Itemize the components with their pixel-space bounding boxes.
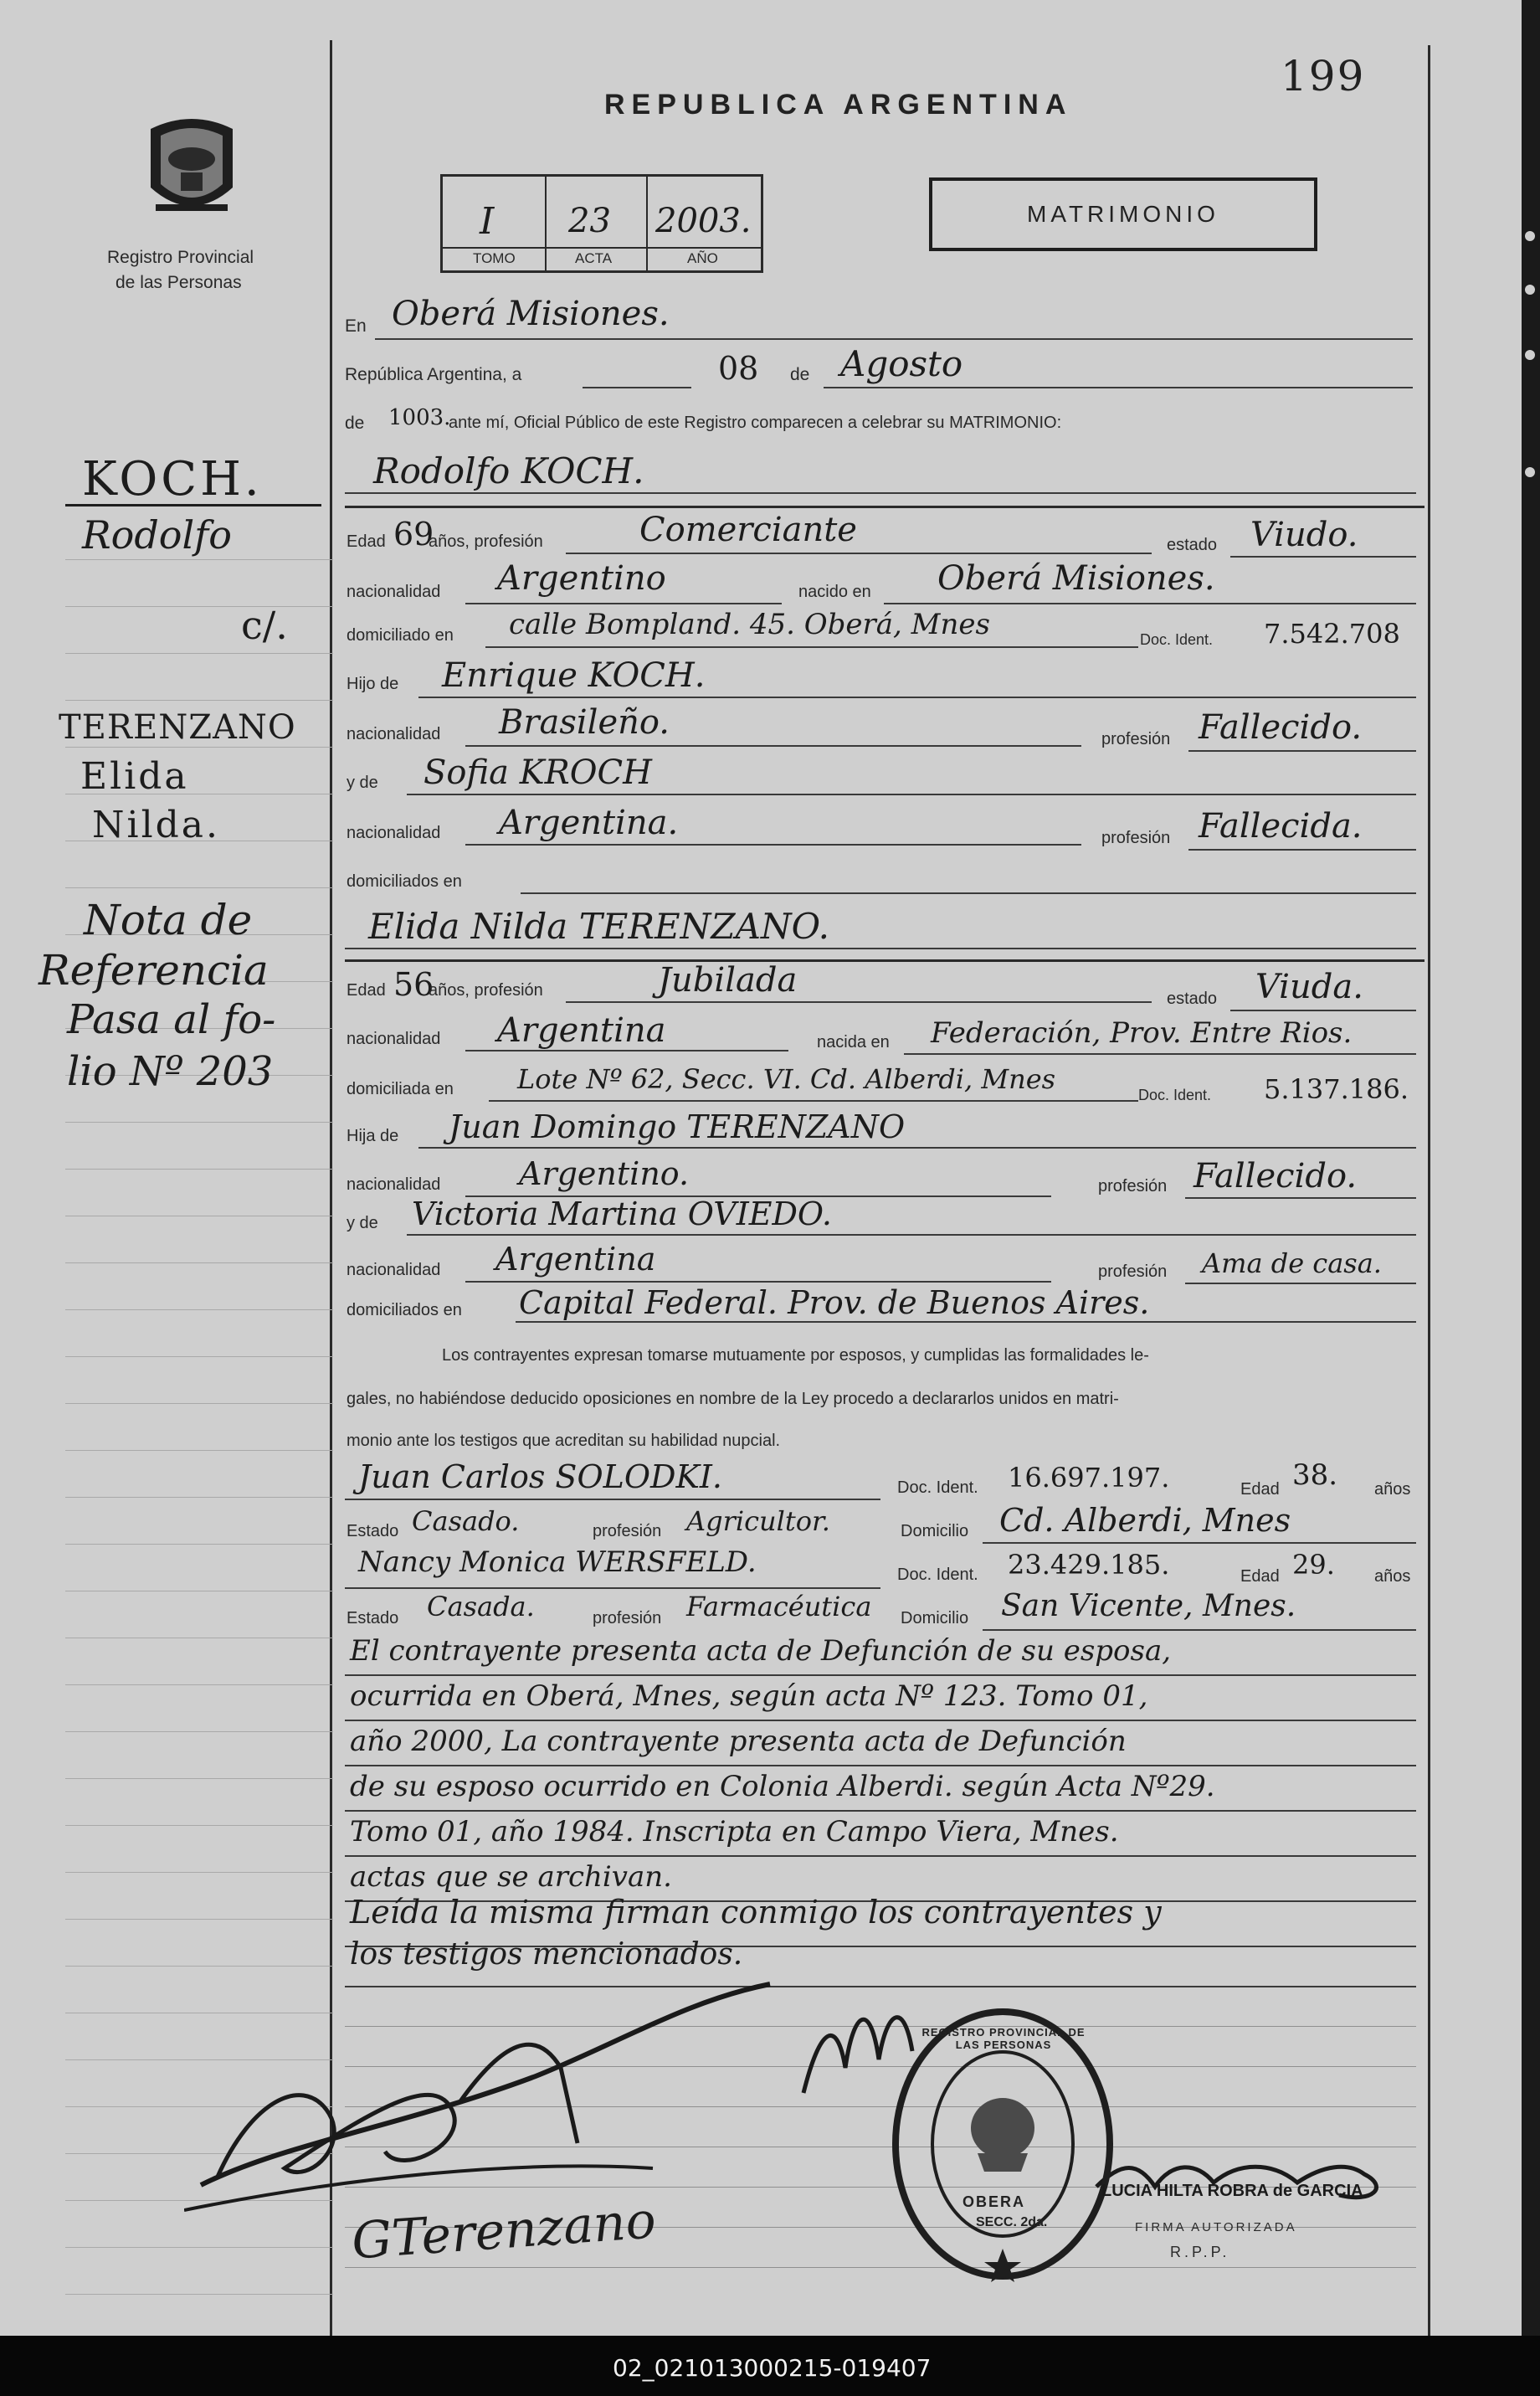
note-line-7: Leída la misma firman conmigo los contrayentes y — [350, 1894, 1162, 1931]
registry-logo — [139, 107, 244, 228]
label-de-year: de — [345, 414, 365, 433]
label-bride-domiciliada: domiciliada en — [346, 1080, 454, 1098]
footer-id: 02_021013000215-019407 — [613, 2354, 932, 2382]
country-heading: REPUBLICA ARGENTINA — [604, 89, 1073, 121]
entry-witness2-age: 29. — [1292, 1549, 1335, 1581]
label-bride-doc: Doc. Ident. — [1138, 1087, 1212, 1103]
note-line-3: año 2000, La contrayente presenta acta de Defunción — [350, 1725, 1127, 1758]
entry-bride-age: 56 — [393, 966, 434, 1003]
label-witness2-domicilio: Domicilio — [901, 1609, 969, 1627]
entry-bride-birthplace: Federación, Prov. Entre Rios. — [931, 1016, 1353, 1050]
entry-month: Agosto — [840, 343, 963, 384]
label-de-month: de — [790, 365, 810, 384]
declaration-line-1: Los contrayentes expresan tomarse mutuamente por esposos, y cumplidas las formalidades le- — [442, 1346, 1149, 1365]
entry-groom-father-prof: Fallecido. — [1199, 708, 1363, 747]
seal-bottom-text: OBERA — [963, 2193, 1026, 2210]
ano-label: AÑO — [687, 250, 718, 266]
registry-name-line2: de las Personas — [116, 273, 242, 292]
entry-groom-father: Enrique KOCH. — [442, 656, 706, 695]
entry-witness2-doc: 23.429.185. — [1008, 1549, 1170, 1581]
bride-signature: GTerenzano — [350, 2191, 658, 2271]
entry-bride-father-nat: Argentino. — [519, 1155, 690, 1192]
entry-witness2-name: Nancy Monica WERSFELD. — [358, 1545, 757, 1579]
margin-surname: KOCH. — [82, 452, 263, 506]
entry-witness2-address: San Vicente, Mnes. — [1001, 1589, 1296, 1623]
entry-groom-state: Viudo. — [1250, 516, 1358, 554]
seal-secc-text: SECC. 2da. — [976, 2215, 1048, 2229]
entry-groom-age: 69 — [393, 516, 434, 553]
label-bride-mother-prof: profesión — [1098, 1262, 1168, 1281]
note-line-1: El contrayente presenta acta de Defunción de su esposa, — [350, 1634, 1172, 1668]
record-box — [440, 174, 763, 273]
margin-reference-3: Pasa al fo- — [67, 996, 276, 1043]
label-bride-nacida: nacida en — [817, 1033, 890, 1051]
label-witness2-anos: años — [1374, 1567, 1411, 1586]
page-number: 199 — [1281, 52, 1366, 100]
entry-bride-state: Viuda. — [1255, 968, 1363, 1006]
entry-bride-doc: 5.137.186. — [1264, 1073, 1409, 1105]
label-witness2-estado: Estado — [346, 1609, 399, 1627]
entry-witness1-address: Cd. Alberdi, Mnes — [999, 1502, 1291, 1539]
official-title: FIRMA AUTORIZADA — [1135, 2220, 1297, 2234]
margin-first-name: Rodolfo — [82, 512, 232, 558]
label-bride-yde: y de — [346, 1214, 378, 1232]
right-margin-rule — [1428, 45, 1430, 2336]
margin-reference-2: Referencia — [38, 946, 269, 995]
label-republica: República Argentina, a — [345, 365, 522, 384]
entry-groom-mother-nat: Argentina. — [499, 804, 679, 842]
label-groom-anos-prof: años, profesión — [429, 532, 543, 551]
acta-label: ACTA — [575, 250, 613, 266]
entry-bride-mother: Victoria Martina OVIEDO. — [412, 1195, 832, 1232]
entry-bride-name: Elida Nilda TERENZANO. — [368, 906, 829, 947]
margin-spouse-middle: Nilda. — [92, 804, 221, 846]
entry-groom-name: Rodolfo KOCH. — [373, 450, 644, 491]
tomo-value: I — [480, 200, 495, 243]
entry-groom-nationality: Argentino — [497, 559, 666, 598]
note-line-6: actas que se archivan. — [350, 1860, 672, 1894]
official-org: R.P.P. — [1170, 2244, 1230, 2260]
entry-witness2-prof: Farmacéutica — [686, 1591, 872, 1622]
label-groom-nacido: nacido en — [798, 583, 871, 601]
footer-strip — [0, 2336, 1540, 2396]
entry-bride-father: Juan Domingo TERENZANO — [449, 1108, 906, 1145]
entry-bride-mother-prof: Ama de casa. — [1202, 1247, 1382, 1279]
label-witness2-edad: Edad — [1240, 1567, 1280, 1586]
entry-witness2-state: Casada. — [427, 1591, 535, 1622]
label-groom-domiciliado: domiciliado en — [346, 626, 454, 645]
label-groom-father-nac: nacionalidad — [346, 725, 441, 743]
label-bride-domiciliados: domiciliados en — [346, 1301, 462, 1319]
entry-bride-address: Lote Nº 62, Secc. VI. Cd. Alberdi, Mnes — [517, 1063, 1056, 1095]
label-groom-mother-prof: profesión — [1101, 829, 1171, 847]
seal-ring-text: REGISTRO PROVINCIAL DE LAS PERSONAS — [921, 2026, 1086, 2051]
entry-groom-doc: 7.542.708 — [1264, 618, 1400, 650]
entry-day: 08 — [718, 350, 759, 387]
label-groom-hijo: Hijo de — [346, 675, 399, 693]
label-witness2-prof: profesión — [593, 1609, 662, 1627]
entry-witness1-age: 38. — [1292, 1458, 1338, 1492]
label-witness1-doc: Doc. Ident. — [897, 1478, 978, 1497]
entry-bride-profession: Jubilada — [658, 961, 798, 1000]
label-witness1-prof: profesión — [593, 1522, 662, 1540]
registry-name-line1: Registro Provincial — [107, 248, 254, 267]
label-bride-anos-prof: años, profesión — [429, 981, 543, 1000]
label-groom-yde: y de — [346, 774, 378, 792]
label-groom-father-prof: profesión — [1101, 730, 1171, 748]
record-type-label: MATRIMONIO — [1027, 201, 1219, 227]
margin-reference-1: Nota de — [84, 896, 253, 944]
label-groom-edad: Edad — [346, 532, 386, 551]
entry-witness1-state: Casado. — [412, 1505, 520, 1537]
label-comparecen: ante mí, Oficial Público de este Registro comparecen a celebrar su MATRIMONIO: — [449, 414, 1062, 432]
label-bride-hija: Hija de — [346, 1127, 399, 1145]
entry-groom-birthplace: Oberá Misiones. — [937, 559, 1215, 598]
label-bride-edad: Edad — [346, 981, 386, 1000]
entry-bride-mother-nat: Argentina — [495, 1241, 656, 1278]
label-bride-nacionalidad: nacionalidad — [346, 1030, 441, 1048]
record-type-box — [929, 177, 1317, 251]
label-bride-father-nac: nacionalidad — [346, 1175, 441, 1194]
margin-spouse-surname: TERENZANO — [59, 708, 296, 747]
declaration-line-2: gales, no habiéndose deducido oposiciones en nombre de la Ley procedo a declararlos unidos en matri- — [346, 1390, 1119, 1408]
acta-value: 23 — [568, 202, 611, 240]
label-bride-father-prof: profesión — [1098, 1177, 1168, 1195]
label-groom-estado: estado — [1167, 536, 1218, 554]
entry-bride-nationality: Argentina — [497, 1011, 666, 1050]
entry-place: Oberá Misiones. — [392, 295, 670, 333]
label-witness1-domicilio: Domicilio — [901, 1522, 969, 1540]
label-witness1-estado: Estado — [346, 1522, 399, 1540]
margin-spouse-first: Elida — [80, 755, 189, 798]
ano-value: 2003. — [655, 202, 752, 240]
margin-reference-4: lio Nº 203 — [67, 1048, 274, 1095]
entry-groom-profession: Comerciante — [639, 511, 857, 549]
label-bride-mother-nac: nacionalidad — [346, 1261, 441, 1279]
entry-groom-mother: Sofia KROCH — [424, 753, 653, 792]
label-witness2-doc: Doc. Ident. — [897, 1566, 978, 1584]
label-groom-mother-nac: nacionalidad — [346, 824, 441, 842]
entry-witness1-doc: 16.697.197. — [1008, 1462, 1170, 1494]
label-bride-estado: estado — [1167, 990, 1218, 1008]
declaration-line-3: monio ante los testigos que acreditan su habilidad nupcial. — [346, 1432, 781, 1450]
label-en: En — [345, 316, 367, 336]
entry-witness1-prof: Agricultor. — [686, 1505, 830, 1537]
label-witness1-edad: Edad — [1240, 1480, 1280, 1499]
label-witness1-anos: años — [1374, 1480, 1411, 1499]
margin-conjunction: c/. — [241, 603, 288, 648]
label-groom-doc: Doc. Ident. — [1140, 631, 1214, 648]
note-line-4: de su esposo ocurrido en Colonia Alberdi. según Acta Nº29. — [350, 1770, 1215, 1803]
label-groom-nacionalidad: nacionalidad — [346, 583, 441, 601]
groom-signature — [184, 1976, 787, 2227]
note-line-2: ocurrida en Oberá, Mnes, según acta Nº 123. Tomo 01, — [350, 1679, 1148, 1713]
label-groom-domiciliados: domiciliados en — [346, 872, 462, 891]
entry-year: 1003. — [388, 405, 451, 430]
note-line-5: Tomo 01, año 1984. Inscripta en Campo Viera, Mnes. — [350, 1815, 1119, 1848]
entry-groom-father-nat: Brasileño. — [499, 703, 670, 742]
note-line-8: los testigos mencionados. — [350, 1937, 743, 1972]
official-name: LUCIA HILTA ROBRA de GARCIA — [1101, 2182, 1363, 2200]
entry-bride-parents-address: Capital Federal. Prov. de Buenos Aires. — [519, 1284, 1150, 1321]
entry-groom-address: calle Bompland. 45. Oberá, Mnes — [509, 608, 990, 641]
entry-groom-mother-prof: Fallecida. — [1199, 807, 1363, 846]
entry-witness1-name: Juan Carlos SOLODKI. — [358, 1458, 722, 1495]
entry-bride-father-prof: Fallecido. — [1194, 1157, 1358, 1195]
tomo-label: TOMO — [473, 250, 516, 266]
